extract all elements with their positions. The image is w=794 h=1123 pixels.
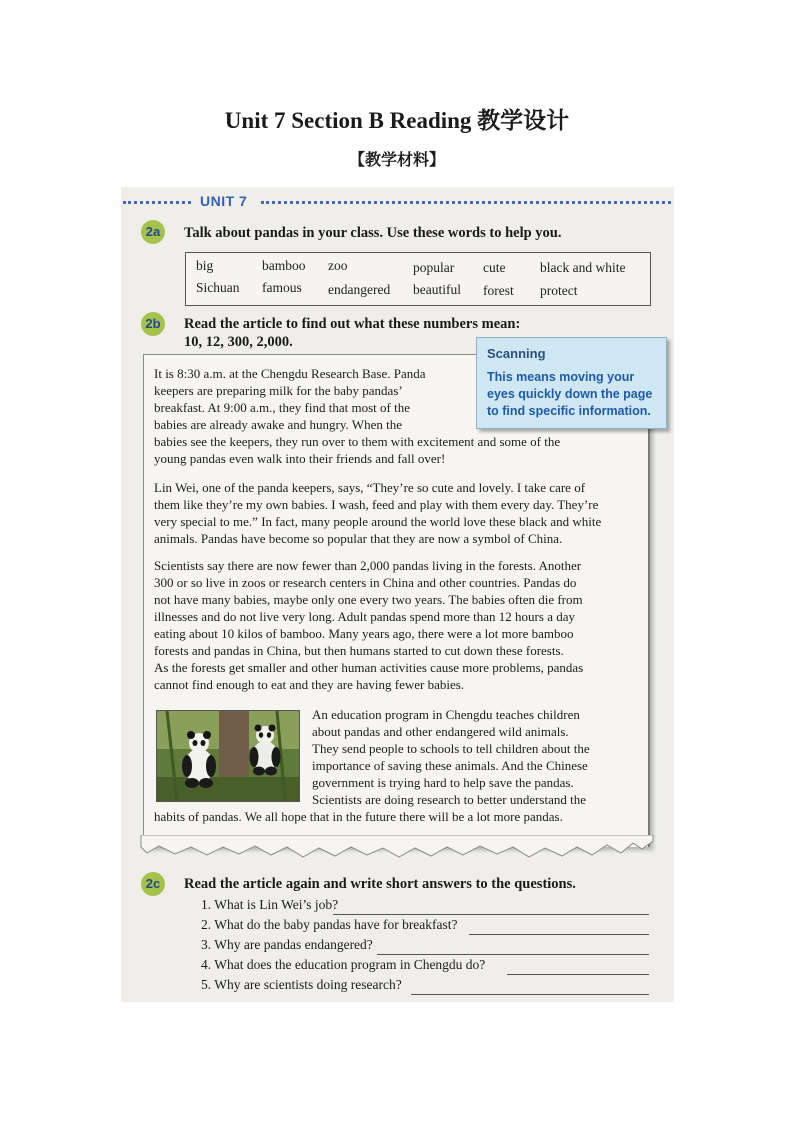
article-line: eating about 10 kilos of bamboo. Many years ago, there were a lot more bamboo — [154, 626, 574, 641]
task-2b-numbers: 10, 12, 300, 2,000. — [184, 334, 293, 350]
word-bank-item: zoo — [328, 258, 348, 273]
torn-paper-edge — [137, 835, 657, 861]
word-bank-item: black and white — [540, 260, 626, 275]
article-line: 300 or so live in zoos or research centers in China and other countries. Pandas do — [154, 575, 577, 590]
article-line: It is 8:30 a.m. at the Chengdu Research Base. Panda — [154, 366, 426, 381]
article-line: habits of pandas. We all hope that in the future there will be a lot more pandas. — [154, 809, 563, 824]
answer-line — [469, 934, 649, 935]
question-item: 4. What does the education program in Chengdu do? — [201, 957, 486, 972]
question-item: 5. Why are scientists doing research? — [201, 977, 402, 992]
article-line: breakfast. At 9:00 a.m., they find that most of the — [154, 400, 410, 415]
panda-photo — [156, 710, 300, 802]
word-bank-item: beautiful — [413, 282, 461, 297]
article-line: keepers are preparing milk for the baby pandas’ — [154, 383, 403, 398]
unit-label: UNIT 7 — [200, 193, 248, 209]
task-badge-2a: 2a — [141, 220, 165, 244]
word-bank-item: protect — [540, 283, 578, 298]
question-item: 1. What is Lin Wei’s job? — [201, 897, 339, 912]
panda-photo-illustration — [157, 711, 299, 801]
article-line: forests and pandas in China, but then humans started to cut down these forests. — [154, 643, 564, 658]
word-bank-item: forest — [483, 283, 514, 298]
word-bank-item: Sichuan — [196, 280, 240, 295]
task-badge-2c: 2c — [141, 872, 165, 896]
article-line: An education program in Chengdu teaches children — [312, 707, 580, 722]
answer-line — [507, 974, 649, 975]
article-line: Scientists are doing research to better understand the — [312, 792, 586, 807]
dotted-rule-left — [123, 201, 191, 204]
task-2a-instruction: Talk about pandas in your class. Use these words to help you. — [184, 225, 562, 241]
word-bank-item: famous — [262, 280, 302, 295]
article-line: very special to me.” In fact, many people around the world love these black and white — [154, 514, 602, 529]
article-line: babies see the keepers, they run over to them with excitement and some of the — [154, 434, 561, 449]
task-badge-2b: 2b — [141, 312, 165, 336]
textbook-page-photo — [121, 187, 674, 1002]
question-item: 3. Why are pandas endangered? — [201, 937, 373, 952]
article-line: cannot find enough to eat and they are having fewer babies. — [154, 677, 465, 692]
word-bank-item: popular — [413, 260, 455, 275]
word-bank — [185, 252, 651, 306]
word-bank-item: bamboo — [262, 258, 306, 273]
page-title: Unit 7 Section B Reading 教学设计 — [224, 108, 570, 133]
word-bank-item: cute — [483, 260, 506, 275]
article-line: animals. Pandas have become so popular that they are now a symbol of China. — [154, 531, 563, 546]
article-line: Scientists say there are now fewer than 2,000 pandas living in the forests. Another — [154, 558, 582, 573]
word-bank-item: endangered — [328, 282, 391, 297]
article-line: They send people to schools to tell children about the — [312, 741, 590, 756]
article-line: them like they’re my own babies. I wash, feed and play with them every day. They’re — [154, 497, 599, 512]
article-line: not have many babies, maybe only one every two years. The babies often die from — [154, 592, 583, 607]
article-line: babies are already awake and hungry. When the — [154, 417, 402, 432]
answer-line — [377, 954, 649, 955]
task-2b-instruction: Read the article to find out what these numbers mean: — [184, 316, 521, 332]
word-bank-item: big — [196, 258, 214, 273]
scanning-tip-box — [476, 337, 667, 429]
article-line: illnesses and do not live very long. Adult pandas spend more than 12 hours a day — [154, 609, 575, 624]
page-subtitle: 【教学材料】 — [348, 150, 445, 169]
answer-line — [411, 994, 649, 995]
task-2c-instruction: Read the article again and write short answers to the questions. — [184, 876, 576, 892]
answer-line — [333, 914, 649, 915]
article-line: importance of saving these animals. And the Chinese — [312, 758, 588, 773]
unit-header — [121, 193, 674, 209]
article-line: young pandas even walk into their friends and fall over! — [154, 451, 446, 466]
scanning-title: Scanning — [487, 346, 546, 361]
article-line: Lin Wei, one of the panda keepers, says, “They’re so cute and lovely. I take care of — [154, 480, 586, 495]
article-line: As the forests get smaller and other human activities cause more problems, pandas — [154, 660, 584, 675]
article-line: government is trying hard to help save the pandas. — [312, 775, 574, 790]
article-line: about pandas and other endangered wild animals. — [312, 724, 569, 739]
question-item: 2. What do the baby pandas have for breakfast? — [201, 917, 458, 932]
dotted-rule-right — [261, 201, 671, 204]
scanning-text: This means moving your eyes quickly down the page to find specific information. — [487, 370, 653, 418]
